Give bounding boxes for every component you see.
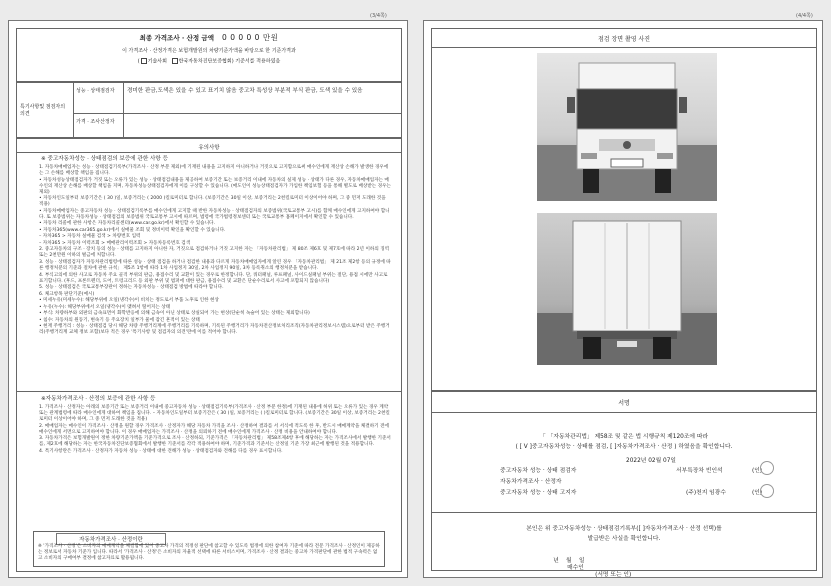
notice-paragraph: 4. 특기사항란은 가격조사 · 산정자가 자동차 성능 · 상태에 대한 견해가 성능 · 상태점검자와 견해를 다를 경우 표시합니다. — [39, 448, 283, 454]
notice-paragraph: 5. 성능 · 상태점검은 국토교통부장관이 정하는 자동차성능 · 상태점검 방법에 따라야 합니다. — [39, 285, 224, 291]
seal-stamp-icon — [760, 484, 774, 498]
definition-box — [33, 531, 385, 567]
notice-paragraph: – 자차365 > 자동차 이력조회 > 매매관리이력조회 > 자동차등록번호 검색 — [39, 240, 191, 246]
signer-role-inspector: 중고자동차 성능 · 상태 점검자 — [500, 468, 577, 474]
truck-rear-photo — [537, 213, 717, 365]
document-page-right — [423, 20, 823, 578]
notice-paragraph: • 현재 주행거리 : 성능 · 상태점검 당시 해당 차량 주행거리계에 주행거리를 기록하며, 기록된 주행거리가 자동차전산정보처리조직(자동차관리정보시스템)으로부터 받은 주행거리(주행거리계 교체 정보 포함)보다 적은 경우 '특기사항 및 점검자의 의견'란에 이를 적어야 합니다. — [39, 323, 390, 336]
signer-role-price: 자동차가격조사 · 산정자 — [500, 479, 562, 485]
notice-paragraph: 6. 체크항목 판단기준(예시) — [39, 291, 95, 297]
price-notice-list — [39, 405, 391, 455]
truck-front-icon — [537, 53, 717, 201]
law-reference-line: 「 「자동차관리법」 제58조 및 같은 법 시행규칙 제120조에 따라 — [539, 434, 709, 440]
notice-paragraph: • 침수: 자동차의 원동기, 변속기 등 주요장치 일부가 물에 잠긴 흔적이 있는 상태 — [39, 317, 200, 323]
truck-rear-icon — [537, 213, 717, 365]
notice-paragraph: • 미세누유(미세누수): 해당부위에 오일(냉각수)이 비치는 정도로서 부품 노후로 인한 현상 — [39, 298, 219, 304]
photo-title: 점검 장면 촬영 사진 — [597, 36, 651, 43]
special-notes-side-label: 특기사항및 점검자의 의견 — [20, 104, 66, 117]
price-warranty-title: ※자동차가격조사 · 산정의 보증에 관한 사항 등 — [41, 396, 156, 402]
signer-seal-inspector: (인) — [752, 468, 763, 474]
page-number-right: (4/4쪽) — [796, 13, 813, 19]
price-basis-line: 이 가격조사 · 산정가격은 보험개발원의 차량기준가액을 바탕으로 한 기준가격과 — [122, 48, 296, 54]
option-checkbox[interactable] — [141, 58, 147, 64]
document-page-left — [8, 20, 408, 578]
signer-name-notifier: (주)천지 임광수 — [686, 490, 726, 496]
notice-paragraph: 3. 자동차가격은 보험개발원이 정한 차량기준가액을 기준가격으로 조사 · 산정하되, 기준가격은 「자동차관리법」 제58조제4항 후에 해당하는 자는 가격조사에서 발행한 기준서를, 제2호에 해당하는 자는 한국자동차진단보증협회에서 발행한 기준서를 각각 적용하여야 하며, 기준가격과 기준서는 산정일 기준 가장 최근에 발행된 것을 적용합니다. — [39, 436, 391, 448]
signature-date: 2022년 02월 07일 — [626, 458, 676, 464]
signer-name-inspector: 서부특장차 빈인석 — [676, 468, 723, 474]
buyer-sign-field[interactable]: (서명 또는 인) — [595, 572, 632, 578]
inspector-row-label: 성능 · 상태점검자 — [76, 88, 115, 94]
truck-front-photo — [537, 53, 717, 201]
definition-text: ※ '가격조사 · 산정'은 소비자의 매매계약을 체결함에 있어 중고차 가격의 적정성 판단에 참고할 수 있도록 법정에 의한 참여자 기준에 따라 전문 가격조사 · 산정인이 제공하는 정보로서 자동차 기준가 입니다. 따라서 '가격조사 · 산정'은 소비자의 자율적 선택에 따른 서비스이며, 가격조사 · 산정 결과는 중고차 가격판단에 관한 법적 구속력은 없고 소비자의 구매여부 결정에 참고자료로 활용됩니다. — [38, 544, 380, 562]
price-examiner-row-label: 가격 · 조사산정자 — [76, 119, 115, 125]
notice-title: 유의사항 — [198, 145, 220, 151]
price-header-box: 최종 가격조사 · 산정 금액 0 0 0 0 0 만원 이 가격조사 · 산정가격은 보험개발원의 차량기준가액을 바탕으로 한 기준가격과 ( 기술사회 한국자동차진단보증협회) 기준서를 적용하였음 — [16, 28, 402, 82]
notice-paragraph: • 자동차 리콜에 관한 사항은 자동차리콜센터(www.car.go.kr)에서 확인할 수 있습니다. — [39, 221, 215, 227]
seal-stamp-icon — [760, 461, 774, 475]
notice-paragraph: • 자동차매매업자는 중고자동차 성능 · 상태점검기록부를 매수인에게 고지할 때 반한 자동차성능 · 상태점검자의 보증범위(국토교통부 고시)를 함께 매수인에게 고지하여야 합니다. 또 보증범위는 자동차성능 · 상태점검의 보증범위 국토교통부 고시에 따르며, 법령에 국가법령정보센터 또는 국토교통부 홈페이지에서 확인할 수 있습니다. — [39, 208, 390, 220]
assoc-checkbox[interactable] — [172, 58, 178, 64]
signer-seal-notifier: (인) — [752, 490, 763, 496]
final-price-label: 최종 가격조사 · 산정 금액 — [139, 34, 214, 42]
notice-paragraph: 1. 가격조사 · 산정자는 아래의 보증기간 또는 보증거리 이내에 중고자동차 성능 · 상태점검기록부(가격조사 · 산정 부분 한정)에 기재된 내용에 허위 또는 오류가 있는 경우 계약 또는 관계법령에 따라 매수인에게 대하여 책임을 집니다. – 자동차인도일부터 보증기간은 ( 30 )일, 보증거리는 ( )킬로미터로 합니다. (보증기간은 30일 이상, 보증거리는 2천킬로미터 이상이어야 하며, 그 중 먼저 도래한 것을 적용) — [39, 405, 390, 423]
notice-paragraph: 2. 중고자동차의 구조 · 장치 등의 성능 · 상태를 고지하지 아니한 자, 거짓으로 점검하거나 거짓 고지한 자는 「자동차관리법」 제 80조 제6호 및 제7호에 따라 2년 이하의 징역 또는 2천만원 이하의 벌금에 처합니다. — [39, 247, 390, 259]
warranty-title: ※ 중고자동차성능 · 상태점검의 보증에 관한 사항 등 — [41, 156, 168, 162]
notice-paragraph: 2. 매매업자는 매수인이 가격조사 · 산정을 원할 경우 가격조사 · 산정자가 해당 자동차 가격을 조사 · 산정하여 결과를 서 서식에 적도록 한 후, 반드시 매매계약을 체결하기 전에 매수인에게 서면으로 고지하여야 합니다. 이 경우 매매업자는 가격조사 · 산정을 의뢰하기 전에 매수인에게 가격조사 · 산정 비용을 안내하여야 합니다. — [39, 423, 389, 435]
photo-section — [431, 28, 817, 391]
special-notes-table — [16, 82, 402, 138]
notice-section — [16, 138, 402, 572]
law-confirmation-line: ( [ V ]중고자동차성능 · 상태를 점검, [ ]자동차가격조사 · 산정 ) 하였음을 확인합니다. — [515, 444, 733, 450]
notice-paragraph: • 자동차365(www.car365.go.kr)에서 실매물 조회 및 정비이력 확인을 확인할 수 있습니다. — [39, 227, 226, 233]
option-assoc-label: 한국자동차진단보증협회) 기준서를 적용하였음 — [178, 58, 281, 65]
notice-paragraph: 1. 자동차매매업자는 성능 · 상태점검기록부(가격조사 · 산정 부분 제외)에 기재된 내용을 고지하지 아니하거나 거짓으로 고지함으로써 매수인에게 재산상 손해가 발생한 경우에는 그 손해를 배상할 책임을 집니다. — [39, 165, 389, 177]
notice-paragraph: • 자동차성능상태점검자가 거짓 또는 오류가 있는 성능 · 상태점검내용을 제공하여 보증기간 또는 보증거리 이내에 자동차의 실제 성능 · 상태가 다른 경우, 자동차매매업자는 매수인의 재산상 손해를 배상할 책임을 지며, 자동차성능상태점검자에게 이를 구상할 수 있습니다. (매도인이 성능상태점검자가 가입한 책임보험 등을 통해 별도로 배상받는 경우는 제외) — [39, 177, 391, 195]
signer-role-notifier: 중고자동차 성능 · 상태 고지자 — [500, 490, 577, 496]
notice-paragraph: • 부식: 차량하부와 외판의 금속표면이 화학반응에 의해 금속이 아닌 상태로 상실되어 가는 현상(단순히 녹슬어 있는 상태는 제외합니다) — [39, 311, 310, 317]
notice-paragraph: • 누유(누수): 해당부위에서 오일(냉각수)이 맺혀서 떨어지는 상태 — [39, 304, 171, 310]
option-basis-label: 기술사회 — [147, 58, 167, 65]
notice-paragraph: 3. 성능 · 상태점검자가 자동차관리법령에 따른 성능 · 상태 점검을 하거나 점검한 내용과 다르게 자동차매매업자에게 알린 경우 「자동차관리법」 제 21조 제2항 등의 규정에 따른 행정처분의 기준과 절차에 관한 규칙」 제5조 1항에 따라 1차 사업정지 30일, 2차 사업정지 90일, 3차 등록취소의 행정처분을 받습니다. — [39, 259, 391, 272]
buyer-ack-line2: 발급받은 사실을 확인합니다. — [587, 536, 661, 542]
final-price-amount: 0 0 0 0 0 만원 — [222, 33, 279, 42]
definition-title: 자동차가격조사 · 산정이란 — [56, 533, 166, 545]
page-number-left: (3/4쪽) — [370, 13, 387, 19]
inspector-opinion-text: 경미한 판금,도색은 있을 수 있고 표기치 않음 중고차 특성상 부분적 부식 판금, 도색 있을 수 있음 — [127, 88, 363, 94]
notice-paragraph: 4. 부식고의에 의한 사고로 자동차 주요 골격 부위의 판금, 용접수리 및 교환이 있는 경우로 한정합니다. 단, 쿼터패널, 루프패널, 사이드실패널 부위는 절단, 용접 시에만 사고로 표기합니다. (후드, 프론트펜더, 도어, 트렁크리드 등 외판 부위 및 범퍼에 대한 판금, 용접수리 및 교환은 단순수리로서 사고에 포함되지 않습니다) — [39, 272, 388, 284]
buyer-ack-line1: 본인은 위 중고자동차성능 · 상태점검기록부([ ]자동차가격조사 · 산정 선택)를 — [526, 526, 722, 532]
signature-title: 서명 — [618, 400, 630, 407]
signature-section — [431, 391, 817, 578]
notice-paragraph: – 자차365 > 자동차 실매물 검색 > 차량번호 입력 — [39, 234, 141, 240]
buyer-ack-date: 년 월 일 — [553, 558, 585, 564]
buyer-label: 매수인 — [567, 565, 584, 571]
warranty-notice-list — [39, 165, 391, 337]
notice-paragraph: • 자동차인도일부터 보증기간은 ( 30 )일, 보증거리는 ( 2000 )킬로미터로 합니다. (보증기간은 30일 이상, 보증거리는 2천킬로미터 이상이어야 하며, 그 중 먼저 도래한 것을 적용) — [39, 196, 386, 208]
